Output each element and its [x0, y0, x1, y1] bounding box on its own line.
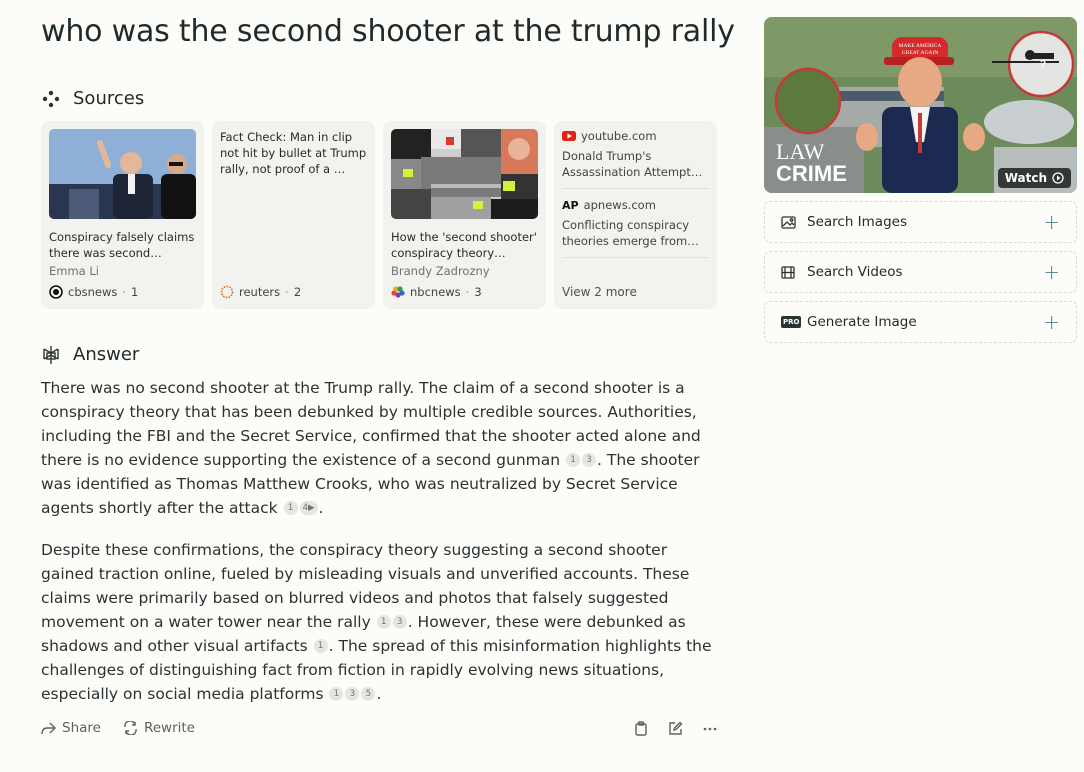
copy-icon[interactable]	[634, 721, 648, 736]
source-thumbnail	[49, 129, 196, 219]
citation[interactable]: 3	[393, 615, 407, 629]
answer-body	[41, 376, 717, 724]
watch-button[interactable]: Watch	[998, 168, 1071, 188]
citation[interactable]: 1	[377, 615, 391, 629]
source-site: reuters · 2	[220, 285, 301, 299]
pro-icon: PRO	[783, 318, 800, 326]
edit-icon[interactable]	[668, 721, 683, 736]
rewrite-button[interactable]: Rewrite	[123, 720, 195, 736]
source-card-stack	[554, 121, 717, 309]
brand-crime: CRIME	[776, 161, 847, 186]
plus-icon: +	[1043, 310, 1060, 334]
view-more-sources-link[interactable]: View 2 more	[562, 285, 637, 299]
source-card-nbcnews[interactable]	[383, 121, 546, 309]
citation[interactable]: 1	[314, 639, 328, 653]
reuters-logo-icon	[220, 285, 234, 299]
citation-video[interactable]: 4▶	[300, 501, 318, 515]
film-icon	[781, 266, 795, 279]
rewrite-icon	[123, 721, 138, 735]
svg-text:?: ?	[1040, 59, 1047, 70]
generate-image-button[interactable]: PRO Generate Image +	[764, 301, 1077, 343]
share-button[interactable]: Share	[41, 720, 101, 736]
answer-heading	[41, 344, 139, 365]
source-card-reuters[interactable]	[212, 121, 375, 309]
answer-paragraph: Despite these confirmations, the conspiracy theory suggesting a second shooter gained traction online, fueled by misleading visuals and unverified accounts. These claims were primarily based on blurred videos and photos that falsely suggested movement on a water tower near the rally 1 3 . However, these were debunked as shadows and other visual artifacts 1 . The spread of this misinformation highlights the challenges of distinguishing fact from fiction in rapidly evolving news situations, especially on social media platforms 1 3 5 .	[41, 541, 712, 703]
citation[interactable]: 1	[566, 453, 580, 467]
search-images-button[interactable]: Search Images +	[764, 201, 1077, 243]
sources-list	[41, 121, 717, 309]
cbsnews-logo-icon	[49, 285, 63, 299]
page-title: who was the second shooter at the trump rally	[41, 14, 735, 49]
answer-icon	[41, 345, 61, 365]
source-card-cbsnews[interactable]	[41, 121, 204, 309]
youtube-icon	[562, 131, 576, 141]
ap-logo-icon: AP	[562, 198, 579, 212]
source-author: Brandy Zadrozny	[391, 264, 490, 278]
answer-label: Answer	[73, 344, 140, 365]
nbcnews-peacock-icon	[391, 285, 405, 299]
source-site: nbcnews · 3	[391, 285, 482, 299]
citation[interactable]: 1	[329, 687, 343, 701]
source-site: cbsnews · 1	[49, 285, 138, 299]
search-videos-button[interactable]: Search Videos +	[764, 251, 1077, 293]
citation[interactable]: 3	[345, 687, 359, 701]
citation[interactable]: 5	[361, 687, 375, 701]
sources-icon	[41, 89, 61, 109]
source-thumbnail	[391, 129, 538, 219]
plus-icon: +	[1043, 210, 1060, 234]
sources-label: Sources	[73, 88, 145, 109]
image-icon	[781, 216, 796, 229]
source-title: How the 'second shooter' conspiracy theory…	[391, 230, 537, 260]
hat-text-1: MAKE AMERICA	[898, 43, 942, 49]
sources-heading	[41, 88, 144, 109]
answer-actions	[41, 720, 717, 736]
source-author: Emma Li	[49, 264, 99, 278]
citation[interactable]: 1	[284, 501, 298, 515]
source-row-youtube[interactable]: youtube.com Donald Trump's Assassination Attempt…	[562, 129, 709, 189]
video-thumbnail[interactable]	[764, 17, 1077, 193]
answer-paragraph: There was no second shooter at the Trump rally. The claim of a second shooter is a conspiracy theory that has been debunked by multiple credible sources. Authorities, including the FBI and the Secret Service, confirmed that the shooter acted alone and there is no evidence supporting the existence of a second gunman 1 3 . The shooter was identified as Thomas Matthew Crooks, who was neutralized by Secret Service agents shortly after the attack 1 4▶ .	[41, 379, 701, 517]
plus-icon: +	[1043, 260, 1060, 284]
more-options-icon[interactable]	[703, 721, 717, 736]
source-row-apnews[interactable]: AP apnews.com Conflicting conspiracy theories emerge from…	[562, 198, 709, 258]
source-title: Conspiracy falsely claims there was second…	[49, 230, 195, 260]
hat-text-2: GREAT AGAIN	[901, 50, 939, 56]
citation[interactable]: 3	[582, 453, 596, 467]
share-arrow-icon	[41, 722, 56, 735]
source-title: Fact Check: Man in clip not hit by bullet at Trump rally, not proof of a …	[220, 130, 367, 176]
play-icon	[1052, 172, 1064, 184]
brand-law: LAW	[776, 139, 825, 164]
